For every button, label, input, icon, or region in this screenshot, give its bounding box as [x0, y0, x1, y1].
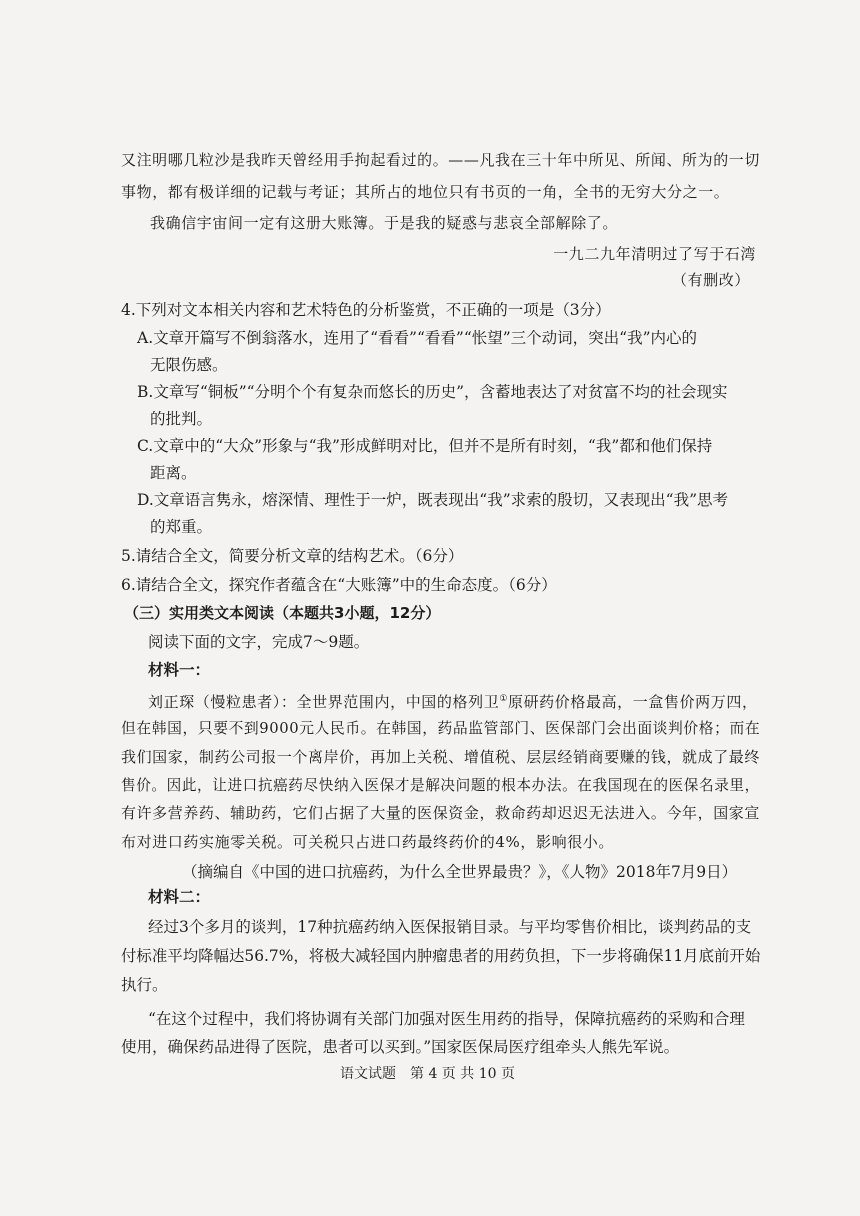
material-2-quote: “在这个过程中，我们将协调有关部门加强对医生用药的指导，保障抗癌药的采购和合理	[148, 1010, 745, 1028]
section-instruction: 阅读下面的文字，完成7～9题。	[148, 633, 370, 651]
q4-option-d-cont: 的郑重。	[150, 518, 213, 536]
passage-line: 事物，都有极详细的记载与考证；其所占的地位只有书页的一角，全书的无穷大分之一。	[121, 183, 730, 201]
material-2-line: 付标准平均降幅达56.7%，将极大减轻国内肿瘤患者的用药负担，下一步将确保11月底前开始	[121, 947, 761, 965]
passage-paragraph: 我确信宇宙间一定有这册大账簿。于是我的疑惑与悲哀全部解除了。	[150, 214, 619, 232]
q4-option-b: B.文章写“铜板”“分明个个有复杂而悠长的历史”，含蓄地表达了对贫富不均的社会现实	[137, 383, 728, 401]
question-6: 6.请结合全文，探究作者蕴含在“大账簿”中的生命态度。（6分）	[121, 576, 557, 594]
material-1-line: 刘正琛（慢粒患者）：全世界范围内，中国的格列卫①原研药价格最高，一盒售价两万四，	[148, 693, 758, 711]
material-1-line: 但在韩国，只要不到9000元人民币。在韩国，药品监管部门、医保部门会出面谈判价格；而在	[121, 719, 761, 737]
section-title: （三）实用类文本阅读（本题共3小题，12分）	[124, 604, 441, 622]
q4-option-d: D.文章语言隽永，熔深情、理性于一炉，既表现出“我”求索的殷切，又表现出“我”思考	[137, 491, 729, 509]
passage-note: （有删改）	[671, 271, 750, 289]
material-2-label: 材料二：	[148, 887, 211, 906]
q4-option-c-cont: 距离。	[150, 464, 197, 482]
material-1-line: 有许多营养药、辅助药，它们占据了大量的医保资金，救命药却迟迟无法进入。今年，国家宣	[121, 804, 760, 822]
material-2-line: 经过3个多月的谈判，17种抗癌药纳入医保报销目录。与平均零售价相比，谈判药品的支	[148, 918, 752, 936]
material-1-line: 布对进口药实施零关税。可关税只占进口药最终药价的4%，影响很小。	[121, 833, 614, 851]
passage-line: 又注明哪几粒沙是我昨天曾经用手拘起看过的。——凡我在三十年中所见、所闻、所为的一切	[121, 151, 760, 169]
material-1-source: （摘编自《中国的进口抗癌药，为什么全世界最贵？》，《人物》2018年7月9日）	[182, 863, 738, 881]
q4-option-a: A.文章开篇写不倒翁落水，连用了“看看”“看看”“怅望”三个动词，突出“我”内心的	[137, 329, 698, 347]
material-1-line: 我们国家，制药公司报一个离岸价，再加上关税、增值税、层层经销商要赚的钱，就成了最终	[121, 748, 760, 766]
q4-option-a-cont: 无限伤感。	[150, 356, 228, 374]
page-footer: 语文试题 第 4 页 共 10 页	[340, 1066, 515, 1082]
question-5: 5.请结合全文，简要分析文章的结构艺术。（6分）	[121, 547, 464, 565]
q4-option-c: C.文章中的“大众”形象与“我”形成鲜明对比，但并不是所有时刻，“我”都和他们保持	[137, 437, 713, 455]
question-4-stem: 4.下列对文本相关内容和艺术特色的分析鉴赏，不正确的一项是（3分）	[121, 301, 611, 319]
material-1-line: 售价。因此，让进口抗癌药尽快纳入医保才是解决问题的根本办法。在我国现在的医保名录里，	[121, 776, 760, 794]
material-2-line: 执行。	[121, 976, 168, 994]
q4-option-b-cont: 的批判。	[150, 410, 213, 428]
material-2-quote: 使用，确保药品进得了医院，患者可以买到。”国家医保局医疗组牵头人熊先军说。	[121, 1038, 680, 1056]
passage-date: 一九二九年清明过了写于石湾	[553, 245, 756, 263]
material-1-label: 材料一：	[148, 660, 211, 679]
